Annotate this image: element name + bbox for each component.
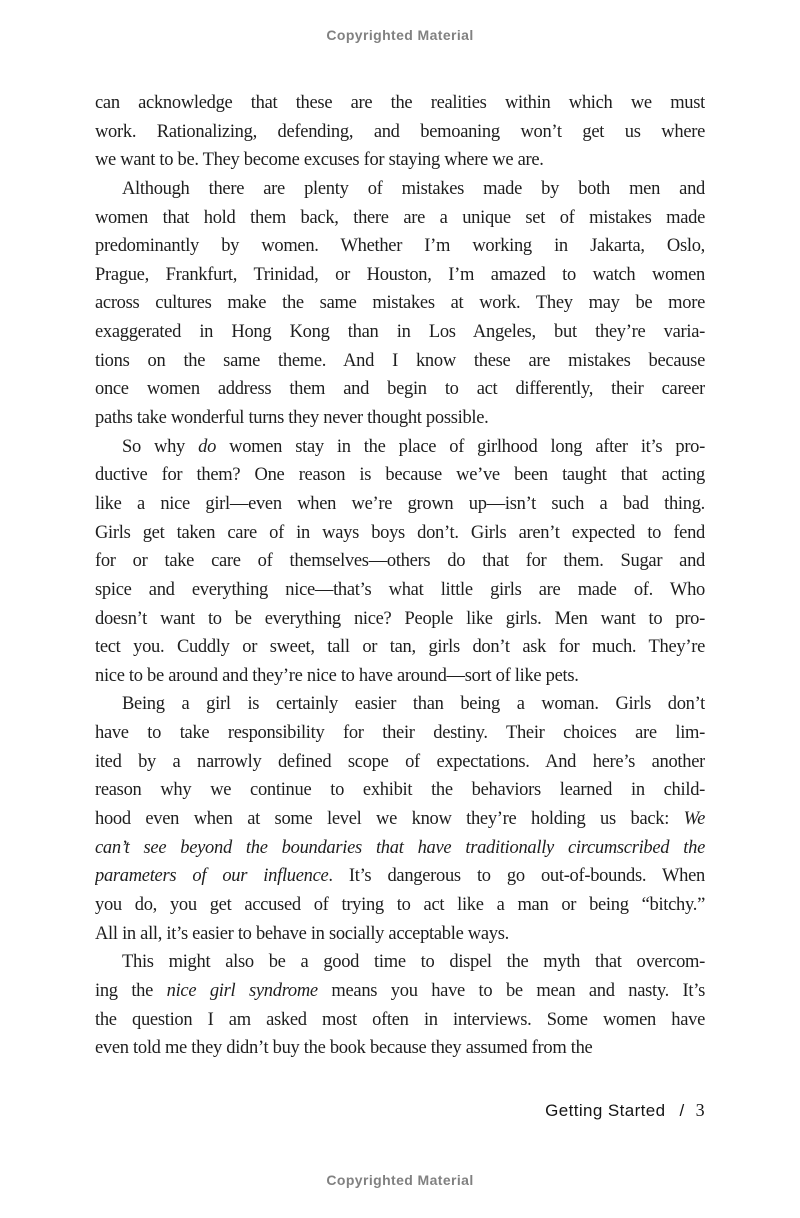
text-line bbox=[95, 948, 705, 977]
text-run: women stay in the place of girlhood long after it’s pro- bbox=[216, 436, 705, 457]
text-line bbox=[95, 977, 705, 1006]
text-run: ing the bbox=[95, 980, 167, 1001]
italic-text-run: do bbox=[198, 436, 217, 457]
text-run: paths take wonderful turns they never thought possible. bbox=[95, 408, 489, 429]
text-run: reason why we continue to exhibit the behaviors learned in child- bbox=[95, 780, 705, 801]
text-run: predominantly by women. Whether I’m working in Jakarta, Oslo, bbox=[95, 236, 705, 257]
italic-text-run: We bbox=[683, 809, 705, 830]
text-line bbox=[95, 204, 705, 233]
text-run: have to take responsibility for their destiny. Their choices are lim- bbox=[95, 723, 705, 744]
text-run: for or take care of themselves—others do that for them. Sugar and bbox=[95, 551, 705, 572]
text-line bbox=[95, 576, 705, 605]
text-line bbox=[95, 633, 705, 662]
italic-text-run: can’t see beyond the boundaries that have traditionally circumscribed the bbox=[95, 837, 705, 858]
text-line bbox=[95, 433, 705, 462]
text-line bbox=[95, 232, 705, 261]
text-line bbox=[95, 719, 705, 748]
footer-page-number: 3 bbox=[695, 1100, 705, 1120]
text-line bbox=[95, 891, 705, 920]
text-line bbox=[95, 1006, 705, 1035]
text-run: All in all, it’s easier to behave in socially acceptable ways. bbox=[95, 923, 509, 944]
text-run: So why bbox=[122, 436, 199, 457]
text-run: tions on the same theme. And I know these are mistakes because bbox=[95, 350, 705, 371]
text-line bbox=[95, 662, 705, 691]
text-line bbox=[95, 547, 705, 576]
text-line bbox=[95, 690, 705, 719]
text-run: ductive for them? One reason is because we’ve been taught that acting bbox=[95, 465, 705, 486]
text-line bbox=[95, 834, 705, 863]
text-run: means you have to be mean and nasty. It’s bbox=[317, 980, 705, 1001]
text-line bbox=[95, 347, 705, 376]
copyright-notice-bottom: Copyrighted Material bbox=[326, 1172, 474, 1188]
text-run: Prague, Frankfurt, Trinidad, or Houston, I’m amazed to watch women bbox=[95, 264, 705, 285]
text-line bbox=[95, 776, 705, 805]
text-run: the question I am asked most often in interviews. Some women have bbox=[95, 1009, 705, 1030]
text-run: spice and everything nice—that’s what little girls are made of. Who bbox=[95, 579, 705, 600]
text-line bbox=[95, 118, 705, 147]
text-run: across cultures make the same mistakes at work. They may be more bbox=[95, 293, 705, 314]
text-run: Although there are plenty of mistakes made by both men and bbox=[122, 178, 705, 199]
text-line bbox=[95, 404, 705, 433]
text-line bbox=[95, 289, 705, 318]
text-run: we want to be. They become excuses for staying where we are. bbox=[95, 150, 544, 171]
footer-section-title: Getting Started bbox=[545, 1101, 666, 1120]
text-block bbox=[95, 89, 705, 1063]
text-line bbox=[95, 605, 705, 634]
text-run: exaggerated in Hong Kong than in Los Angeles, but they’re varia- bbox=[95, 322, 705, 343]
text-run: women that hold them back, there are a unique set of mistakes made bbox=[95, 207, 705, 228]
text-run: Being a girl is certainly easier than being a woman. Girls don’t bbox=[122, 694, 705, 715]
text-line bbox=[95, 89, 705, 118]
italic-text-run: nice girl syndrome bbox=[166, 980, 318, 1001]
text-line bbox=[95, 748, 705, 777]
text-run: tect you. Cuddly or sweet, tall or tan, girls don’t ask for much. They’re bbox=[95, 637, 705, 658]
text-run: Girls get taken care of in ways boys don’t. Girls aren’t expected to fend bbox=[95, 522, 705, 543]
text-line bbox=[95, 146, 705, 175]
copyright-notice-top: Copyrighted Material bbox=[326, 27, 474, 43]
text-run: once women address them and begin to act differently, their career bbox=[95, 379, 705, 400]
text-line bbox=[95, 1034, 705, 1063]
text-line bbox=[95, 318, 705, 347]
text-run: This might also be a good time to dispel the myth that overcom- bbox=[122, 952, 705, 973]
text-line bbox=[95, 862, 705, 891]
text-run: work. Rationalizing, defending, and bemoaning won’t get us where bbox=[95, 121, 705, 142]
text-run: hood even when at some level we know they’re holding us back: bbox=[95, 809, 684, 830]
text-line bbox=[95, 375, 705, 404]
text-run: even told me they didn’t buy the book because they assumed from the bbox=[95, 1038, 593, 1059]
text-run: doesn’t want to be everything nice? People like girls. Men want to pro- bbox=[95, 608, 705, 629]
text-line bbox=[95, 461, 705, 490]
italic-text-run: parameters of our influence bbox=[95, 866, 329, 887]
footer-separator: / bbox=[679, 1101, 685, 1120]
text-line bbox=[95, 490, 705, 519]
text-line bbox=[95, 175, 705, 204]
text-run: nice to be around and they’re nice to have around—sort of like pets. bbox=[95, 665, 579, 686]
text-line bbox=[95, 519, 705, 548]
text-run: you do, you get accused of trying to act like a man or being “bitchy.” bbox=[95, 894, 705, 915]
text-line bbox=[95, 805, 705, 834]
text-run: ited by a narrowly defined scope of expectations. And here’s another bbox=[95, 751, 705, 772]
text-line bbox=[95, 920, 705, 949]
text-run: like a nice girl—even when we’re grown up—isn’t such a bad thing. bbox=[95, 493, 705, 514]
text-run: . It’s dangerous to go out-of-bounds. When bbox=[328, 866, 705, 887]
text-line bbox=[95, 261, 705, 290]
text-run: can acknowledge that these are the realities within which we must bbox=[95, 93, 705, 113]
running-footer bbox=[545, 1100, 705, 1121]
